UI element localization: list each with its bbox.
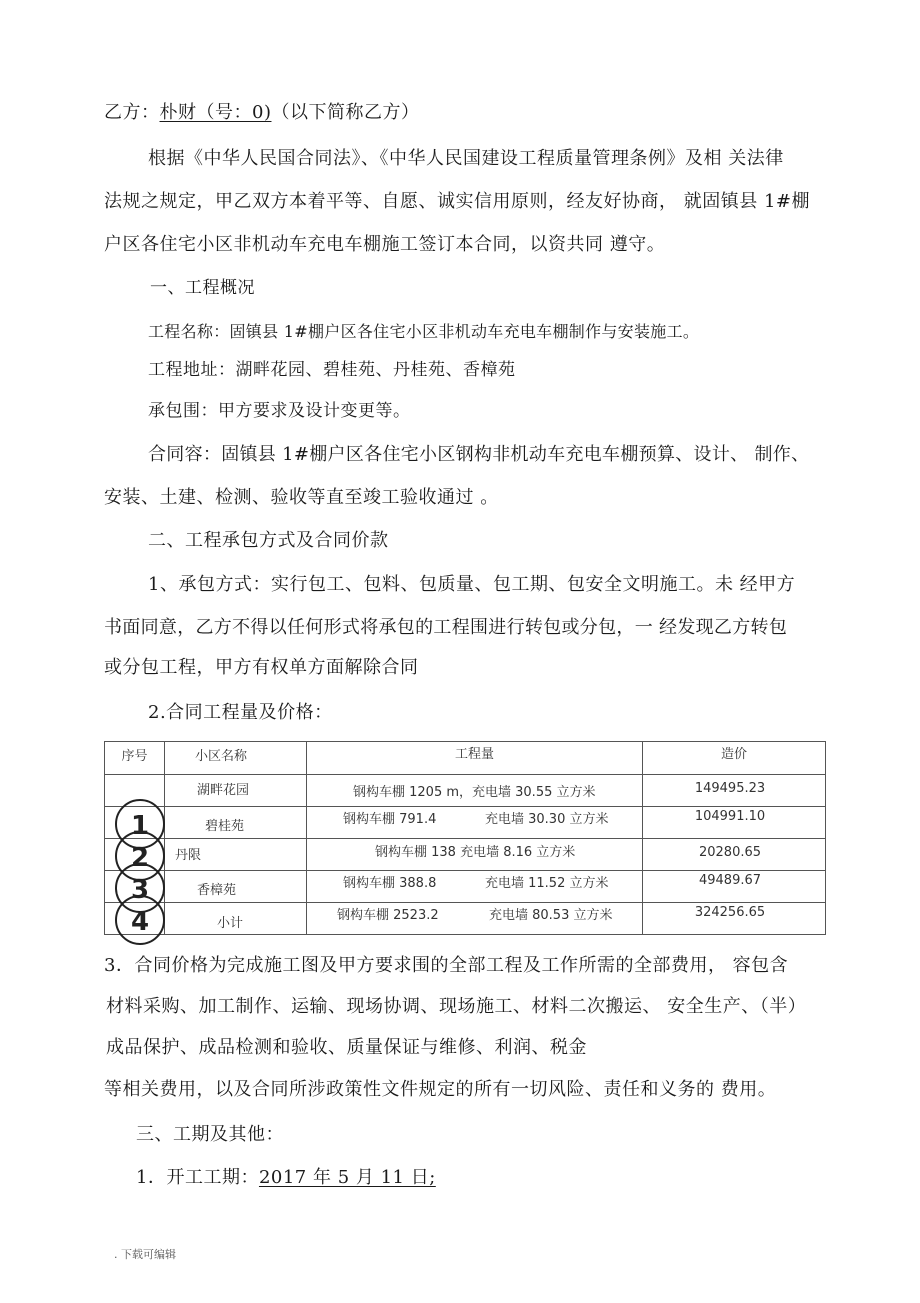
- contract-scope-line: 承包围：甲方要求及设计变更等。: [148, 401, 411, 421]
- party-b-name: 朴财（号：0): [159, 102, 272, 123]
- table-row: [105, 871, 826, 903]
- preamble-line-3: 户区各住宅小区非机动车充电车棚施工签订本合同，以资共同 遵守。: [104, 234, 666, 255]
- row-price-cell: 20280.65: [643, 839, 826, 871]
- row-quantity-cell: 钢构车棚 791.4 充电墙 30.30 立方米: [307, 807, 643, 839]
- quantity-table: [104, 741, 826, 935]
- contract-price-line-4: 等相关费用，以及合同所涉政策性文件规定的所有一切风险、责任和义务的 费用。: [104, 1079, 777, 1100]
- header-cell: 小区名称: [165, 742, 307, 775]
- preamble-line-1: 根据《中华人民国合同法》、《中华人民国建设工程质量管理条例》及相 关法律: [148, 148, 784, 169]
- party-b-prefix: 乙方：: [104, 102, 160, 123]
- row-price-cell: 49489.67: [643, 871, 826, 903]
- row-number-cell: [105, 775, 165, 841]
- table-row: [105, 775, 826, 807]
- section2-heading: 二、工程承包方式及合同价款: [148, 530, 389, 551]
- row-quantity-cell: 钢构车棚 388.8 充电墙 11.52 立方米: [307, 871, 643, 903]
- contract-content-line-2: 安装、土建、检测、验收等直至竣工验收通过 。: [104, 487, 499, 508]
- row-number-cell: [105, 903, 165, 935]
- start-date-line: [136, 1167, 436, 1189]
- row-price-cell: 324256.65: [643, 903, 826, 935]
- row-number-cell: [105, 807, 165, 873]
- footer-note: . 下载可编辑: [114, 1248, 176, 1261]
- contract-price-line-3: 成品保护、成品检测和验收、质量保证与维修、利润、税金: [106, 1037, 587, 1058]
- section3-heading: 三、工期及其他：: [136, 1124, 284, 1145]
- row-name-cell: 香樟苑: [165, 871, 307, 903]
- row-price-cell: 104991.10: [643, 807, 826, 839]
- table-row: [105, 839, 826, 871]
- table-row: [105, 807, 826, 839]
- project-address-line: 工程地址：湖畔花园、碧桂苑、丹桂苑、香樟苑: [148, 360, 516, 380]
- party-b-line: [104, 102, 419, 124]
- start-date-value: 2017 年 5 月 11 日;: [258, 1167, 436, 1188]
- header-cell: 造价: [643, 742, 826, 775]
- preamble-line-2: 法规之规定，甲乙双方本着平等、自愿、诚实信用原则，经友好协商， 就固镇县 1#棚: [104, 191, 810, 212]
- project-name-line: 工程名称：固镇县 1#棚户区各住宅小区非机动车充电车棚制作与安装施工。: [148, 322, 700, 341]
- row-quantity-cell: 钢构车棚 138 充电墙 8.16 立方米: [307, 839, 643, 871]
- row-number-cell: [105, 839, 165, 905]
- contract-price-line-2: 材料采购、加工制作、运输、现场协调、现场施工、材料二次搬运、 安全生产、（半）: [106, 996, 807, 1017]
- header-cell: 工程量: [307, 742, 643, 775]
- row-name-cell: 小计: [165, 903, 307, 935]
- row-number-circle: 4: [115, 895, 165, 945]
- contract-method-line-2: 书面同意，乙方不得以任何形式将承包的工程围进行转包或分包，一 经发现乙方转包: [104, 617, 788, 638]
- contract-price-line-1: 3．合同价格为完成施工图及甲方要求围的全部工程及工作所需的全部费用， 容包含: [104, 955, 789, 976]
- table-header-row: [105, 742, 826, 775]
- start-date-label: 1．开工工期：: [136, 1167, 259, 1188]
- row-number-circle: 3: [115, 863, 165, 913]
- row-name-cell: 湖畔花园: [165, 775, 307, 807]
- row-price-cell: 149495.23: [643, 775, 826, 807]
- row-number-circle: 1: [115, 799, 165, 849]
- row-number-circle: 2: [115, 831, 165, 881]
- row-quantity-cell: 钢构车棚 2523.2 充电墙 80.53 立方米: [307, 903, 643, 935]
- contract-method-line-3: 或分包工程，甲方有权单方面解除合同: [104, 657, 419, 678]
- table-row-subtotal: [105, 903, 826, 935]
- row-number-cell: [105, 871, 165, 937]
- quantity-price-heading: 2.合同工程量及价格：: [148, 702, 333, 723]
- row-name-cell: 丹限: [165, 839, 307, 871]
- party-b-suffix: （以下简称乙方）: [271, 102, 420, 123]
- section1-heading: 一、工程概况: [150, 278, 255, 298]
- header-cell: 序号: [105, 742, 165, 775]
- contract-content-line-1: 合同容：固镇县 1#棚户区各住宅小区钢构非机动车充电车棚预算、设计、 制作、: [148, 444, 810, 465]
- row-name-cell: 碧桂苑: [165, 807, 307, 839]
- contract-method-line-1: 1、承包方式：实行包工、包料、包质量、包工期、包安全文明施工。未 经甲方: [148, 574, 796, 595]
- row-quantity-cell: 钢构车棚 1205 m，充电墙 30.55 立方米: [307, 775, 643, 807]
